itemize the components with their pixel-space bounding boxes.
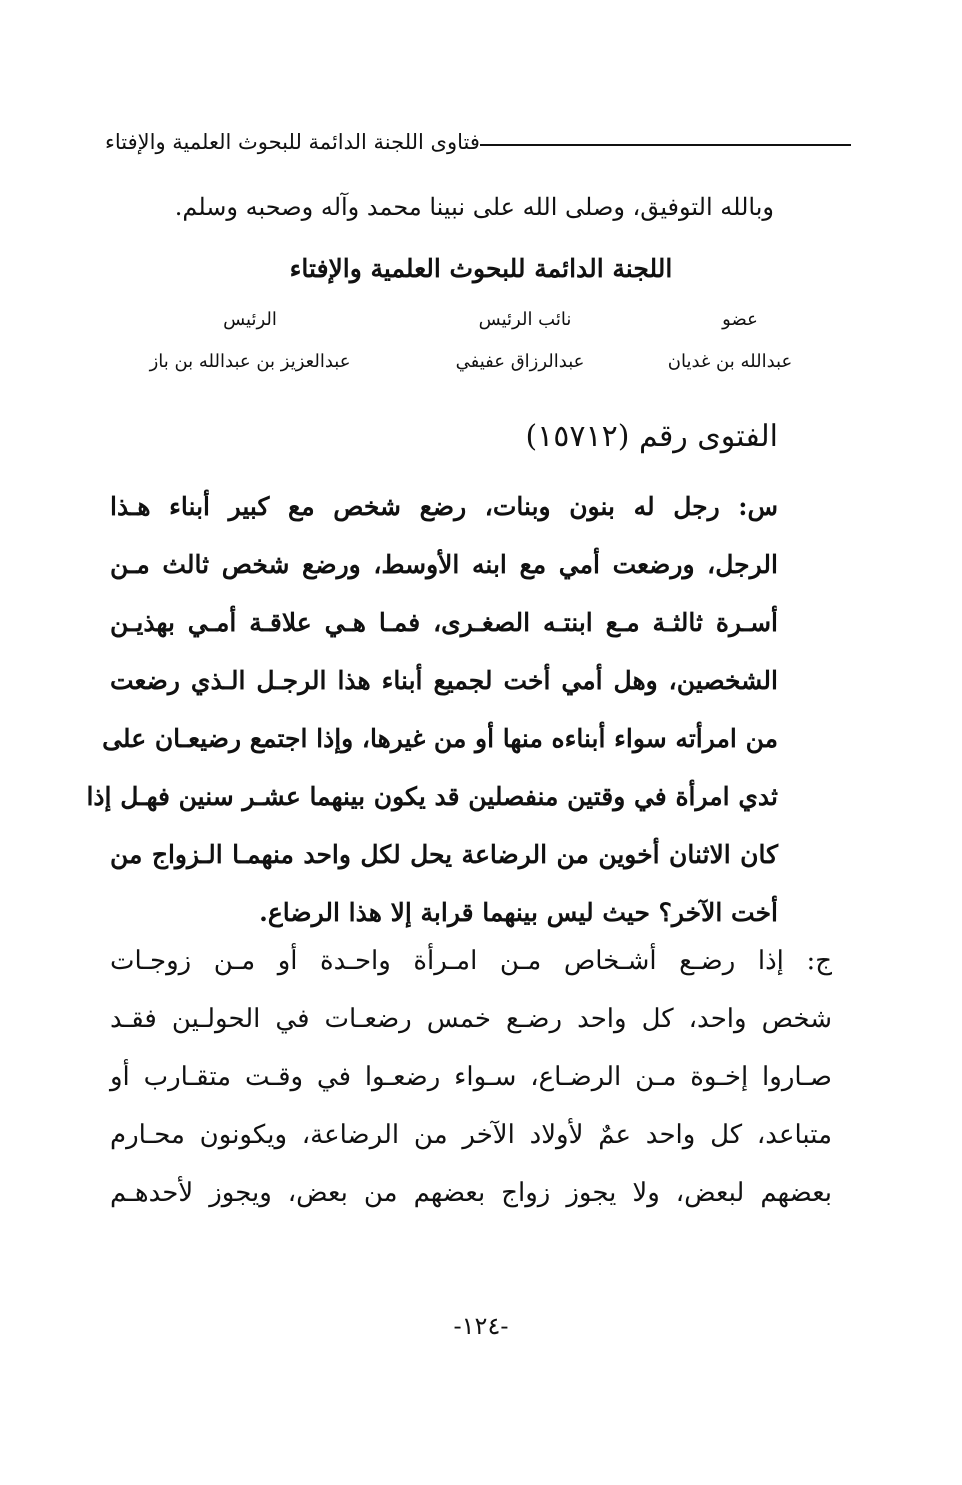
question-paragraph — [86, 478, 778, 942]
page-number: -١٢٤- — [453, 1312, 509, 1340]
running-header-title: فتاوى اللجنة الدائمة للبحوث العلمية والإفتاء — [105, 130, 480, 154]
signature-role-vice-president: نائب الرئيس — [478, 309, 572, 330]
signature-role-president: الرئيس — [223, 309, 277, 330]
answer-line: ج: إذا رضـع أشـخاص مـن امـرأة واحـدة أو مـن زوجـات — [110, 946, 832, 976]
question-line: ثدي امرأة في وقتين منفصلين قد يكون بينهما عشـر سنين فهـل إذا — [86, 782, 778, 811]
header-rule — [480, 144, 851, 146]
answer-line: صـاروا إخـوة مـن الرضـاع، سـواء رضعـوا في وقـت متقـارب أو — [110, 1062, 832, 1092]
signature-name-member: عبدالله بن غديان — [667, 351, 793, 372]
answer-line: شخص واحد، كل واحد رضـع خمس رضعـات في الحولـين فقـد — [110, 1004, 832, 1034]
answer-line: متباعد، كل واحد عمٌ لأولاد الآخر من الرضاعة، ويكونون محـارم — [110, 1120, 832, 1150]
question-line: س: رجل له بنون وبنات، رضع شخص مع كبير أبناء هـذا — [110, 492, 778, 521]
signature-name-vice-president: عبدالرزاق عفيفي — [455, 351, 585, 372]
answer-line: بعضهم لبعض، ولا يجوز زواج بعضهم من بعض، ويجوز لأحدهـم — [110, 1178, 832, 1208]
committee-title: اللجنة الدائمة للبحوث العلمية والإفتاء — [289, 254, 673, 283]
question-line: أخت الآخر؟ حيث ليس بينهما قرابة إلا هذا الرضاع. — [259, 898, 778, 927]
question-line: الشخصين، وهل أمي أخت لجميع أبناء هذا الرجـل الـذي رضعت — [110, 666, 778, 695]
fatwa-number: الفتوى رقم (١٥٧١٢) — [525, 419, 778, 454]
question-line: الرجل، ورضعت أمي مع ابنه الأوسط، ورضع شخص ثالث مـن — [110, 550, 778, 579]
question-line: كان الاثنان أخوين من الرضاعة يحل لكل واحد منهمـا الـزواج من — [110, 840, 778, 869]
signature-name-president: عبدالعزيز بن عبدالله بن باز — [149, 351, 351, 372]
answer-paragraph — [110, 932, 832, 1222]
signature-role-member: عضو — [722, 309, 758, 330]
question-line: أسـرة ثالثـة مـع ابنتـه الصغـرى، فمـا هـي علاقـة أمـي بهذيـن — [110, 608, 778, 637]
question-line: من امرأته سواء أبناءه منها أو من غيرها، وإذا اجتمع رضيعـان على — [102, 724, 778, 753]
running-header — [105, 122, 865, 162]
closing-formula: وبالله التوفيق، وصلى الله على نبينا محمد وآله وصحبه وسلم. — [174, 193, 774, 221]
